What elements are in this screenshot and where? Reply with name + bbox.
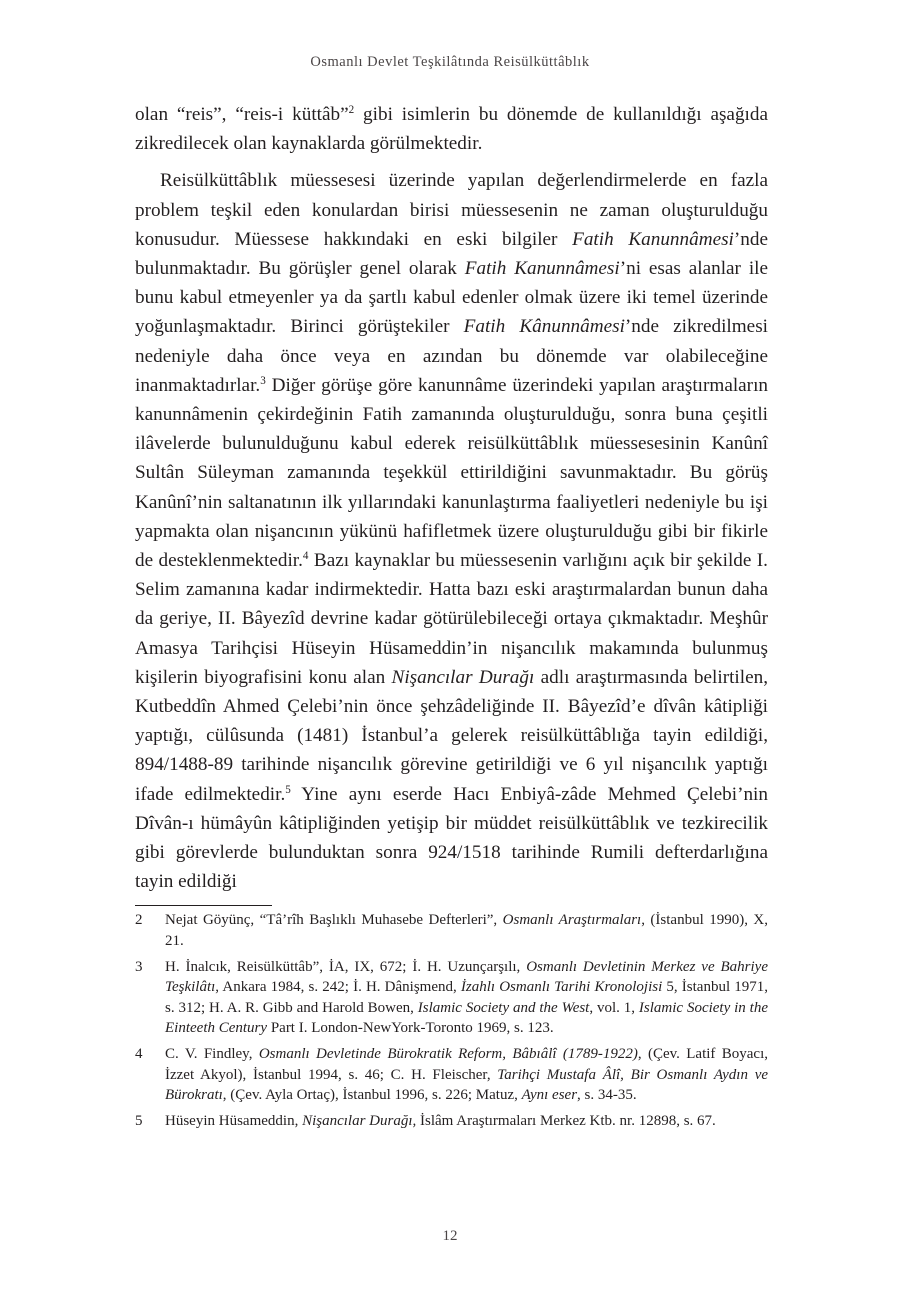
italic-title: Osmanlı Devletinin Merkez ve Bahriye Teşkilâtı: [165, 958, 768, 995]
footnote-ref: 4: [302, 549, 309, 562]
text-run: , (İstanbul 1990), X, 21.: [165, 912, 768, 949]
footnote-ref: 2: [348, 103, 355, 116]
text-run: ’nde zikredilmesi nedeniyle daha önce veya en azından bu dönemde var olabileceğine inanmaktadırlar.: [135, 316, 769, 396]
text-run: Nejat Göyünç, “Tâ’rîh Başlıklı Muhasebe Defterleri”,: [165, 912, 503, 928]
italic-title: Fatih Kanunnâmesi: [572, 228, 734, 250]
italic-title: Nişancılar Durağı,: [302, 1113, 417, 1129]
text-run: , Ankara 1984, s. 242; İ. H. Dânişmend,: [215, 979, 461, 995]
footnote-number: 5: [135, 1113, 143, 1129]
running-head: Osmanlı Devlet Teşkilâtında Reisülküttâblık: [310, 54, 590, 70]
italic-title: Islamic Society in the Einteeth Century: [165, 999, 768, 1036]
text-run: , vol. 1,: [589, 999, 639, 1016]
text-run: , s. 34-35.: [577, 1087, 637, 1103]
text-run: , (Çev. Latif Boyacı, İzzet Akyol), İstanbul 1994, s. 46; C. H. Fleischer,: [165, 1046, 769, 1083]
italic-title: Aynı eser: [521, 1087, 578, 1103]
footnote-number: 4: [135, 1046, 143, 1062]
paragraph: [135, 166, 768, 896]
text-run: Reisülküttâblık müessesesi üzerinde yapılan değerlendirmelerde en fazla problem teşkil eden konulardan birisi müessesenin ne zaman oluşturulduğu konusudur. Müessese hakkındaki en eski bilgiler: [135, 170, 768, 250]
text-run: gibi isimlerin bu dönemde de kullanıldığı aşağıda zikredilecek olan kaynaklarda görülmektedir.: [135, 104, 768, 155]
italic-title: Fatih Kânunnâmesi: [463, 316, 625, 338]
italic-title: Osmanlı Devletinde Bürokratik Reform, Bâbıâlî (1789-1922): [258, 1046, 638, 1062]
text-run: adlı araştırmasında belirtilen, Kutbeddîn Ahmed Çelebi’nin önce şehzâdeliğinde II. Bâyezîd’e dîvân kâtipliği yaptığı, cülûsunda (1481) İstanbul’a gelerek reisülküttâblığa tayin edildiği, 894/1488-89 tarihinde nişancılık görevine getirildiği ve 6 yıl nişancılık yaptığı ifade edilmektedir.: [135, 666, 768, 805]
text-run: H. İnalcık, Reisülküttâb”, İA, IX, 672; İ. H. Uzunçarşılı,: [165, 958, 527, 975]
footnotes: [135, 910, 768, 1137]
footnote: [135, 1111, 768, 1132]
text-run: , (Çev. Ayla Ortaç), İstanbul 1996, s. 226; Matuz,: [222, 1087, 522, 1103]
footnote-number: 2: [135, 912, 143, 928]
footnote-text: [165, 1044, 768, 1106]
footnote-text: [165, 910, 768, 951]
text-run: Bazı kaynaklar bu müessesenin varlığını açık bir şekilde I. Selim zamanına kadar indirmektedir. Hatta bazı eski araştırmalardan bunun daha da geriye, II. Bâyezîd devrine kadar götürülebileceği ortaya çıkmaktadır. Meşhûr Amasya Tarihçisi Hüseyin Hüsameddin’in nişancılık makamında bulunmuş kişilerin biyografisini konu alan: [135, 550, 768, 688]
text-run: Hüseyin Hüsameddin,: [165, 1113, 303, 1129]
italic-title: İzahlı Osmanlı Tarihi Kronolojisi: [460, 979, 663, 995]
footnote: [135, 957, 768, 1039]
italic-title: Islamic Society and the West: [417, 999, 590, 1016]
text-run: Yine aynı eserde Hacı Enbiyâ-zâde Mehmed Çelebi’nin Dîvân-ı hümâyûn kâtipliğinden yetişip bir müddet reisülküttâblık ve tezkirecilik gibi görevlerde bulunduktan sonra 924/1518 tarihinde Rumili defterdarlığına tayin edildiği: [135, 783, 768, 893]
footnote: [135, 910, 768, 951]
paragraph: [135, 100, 768, 158]
text-run: olan “reis”, “reis-i küttâb”: [135, 104, 349, 125]
footnote-ref: 5: [285, 783, 291, 796]
text-run: 5, İstanbul 1971, s. 312; H. A. R. Gibb and Harold Bowen,: [165, 979, 768, 1016]
text-run: ’nde bulunmaktadır. Bu görüşler genel olarak: [135, 228, 768, 280]
italic-title: Nişancılar Durağı: [391, 666, 535, 688]
footnote-separator: [135, 905, 272, 906]
footnote-text: [165, 957, 768, 1039]
text-run: Diğer görüşe göre kanunnâme üzerindeki yapılan araştırmaların kanunnâmenin çekirdeğinin Fatih zamanında oluşturulduğu, sonra buna çeşitli ilâvelerde bulunulduğunu kabul ederek reisülküttâblık müessesesinin Kanûnî Sultân Süleyman zamanında teşekkül ettirildiğini savunmaktadır. Bu görüş Kanûnî’nin saltanatının ilk yıllarındaki kanunlaştırma faaliyetleri nedeniyle bu işi yapmakta olan nişancının yükünü hafifletmek üzere oluşturulduğu gibi bir fikirle de desteklenmektedir.: [135, 374, 768, 572]
italic-title: Fatih Kanunnâmesi: [464, 258, 620, 280]
italic-title: Tarihçi Mustafa Âlî, Bir Osmanlı Aydın ve Bürokratı: [165, 1066, 769, 1103]
footnote-ref: 3: [260, 374, 266, 387]
text-run: İslâm Araştırmaları Merkez Ktb. nr. 12898, s. 67.: [416, 1113, 716, 1129]
page-number: 12: [442, 1228, 458, 1244]
footnote-number: 3: [135, 958, 143, 975]
italic-title: Osmanlı Araştırmaları: [502, 912, 642, 928]
text-run: C. V. Findley,: [165, 1046, 259, 1062]
footnote-text: [165, 1111, 768, 1132]
text-run: ’ni esas alanlar ile bunu kabul etmeyenler ya da şartlı kabul edenler olmak üzere iki temel üzerinde yoğunlaşmaktadır. Birinci görüştekiler: [135, 258, 768, 338]
text-run: Part I. London-NewYork-Toronto 1969, s. 123.: [267, 1020, 554, 1036]
footnote: [135, 1044, 768, 1106]
body-text: [135, 100, 768, 896]
